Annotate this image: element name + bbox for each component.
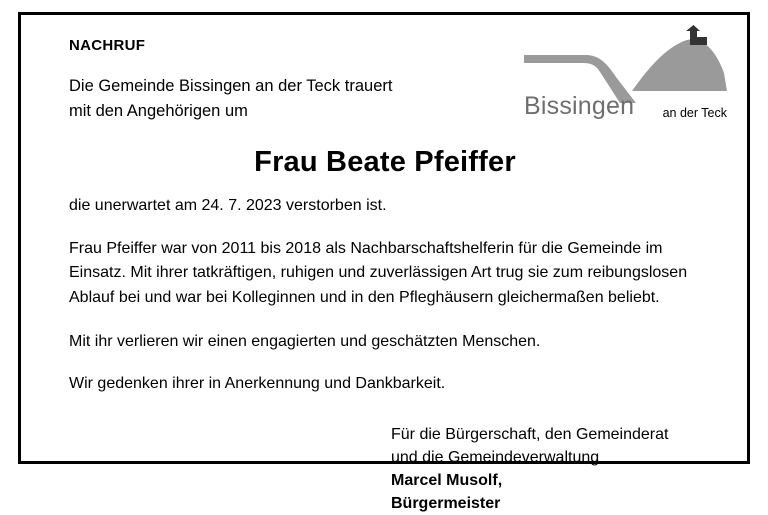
notice-kicker: NACHRUF — [69, 37, 146, 54]
logo-subline: an der Teck — [662, 106, 727, 120]
closing-line-1: Für die Bürgerschaft, den Gemeinderat — [391, 425, 669, 443]
death-date-line: die unerwartet am 24. 7. 2023 verstorben ist. — [69, 197, 387, 215]
bissingen-logo — [524, 25, 729, 125]
obituary-notice — [18, 12, 750, 513]
notice-paragraph-3: Wir gedenken ihrer in Anerkennung und Dankbarkeit. — [69, 375, 446, 393]
signature-title: Bürgermeister — [391, 495, 501, 513]
logo-wordmark: Bissingen — [524, 92, 635, 120]
notice-closing — [391, 423, 701, 515]
notice-paragraph-2: Mit ihr verlieren wir einen engagierten und geschätzten Menschen. — [69, 333, 541, 351]
closing-line-2: und die Gemeindeverwaltung — [391, 448, 600, 466]
notice-lead-line-1: Die Gemeinde Bissingen an der Teck trauert — [69, 77, 393, 95]
notice-lead — [69, 74, 539, 124]
notice-content — [21, 15, 747, 513]
notice-paragraph-1: Frau Pfeiffer war von 2011 bis 2018 als Nachbarschaftshelferin für die Gemeinde im Einsatz. Mit ihrer tatkräftigen, ruhigen und zuverlässigen Art trug sie zum reibungslosen Ablauf bei und war bei Kolleginnen und in den Pfleghäusern gleichermaßen beliebt. — [69, 240, 688, 306]
deceased-name: Frau Beate Pfeiffer — [254, 146, 516, 179]
notice-lead-line-2: mit den Angehörigen um — [69, 102, 248, 121]
signature-name: Marcel Musolf, — [391, 472, 503, 490]
